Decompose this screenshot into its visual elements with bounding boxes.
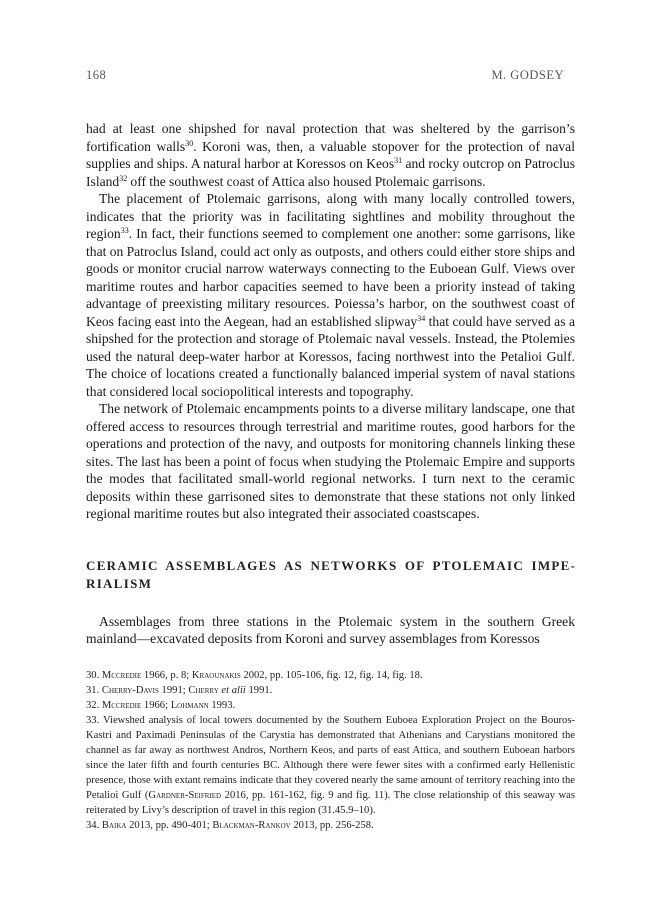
running-author: M. GODSEY bbox=[491, 68, 564, 82]
footnote-ref-33[interactable]: 33 bbox=[120, 226, 129, 235]
page-number: 168 bbox=[86, 68, 107, 82]
footnote-33: 33. Viewshed analysis of local towers documented by the Southern Euboea Exploration Project on the Bouros-Kastri and Paximadi Peninsulas of the Carystia has demonstrated that Athenians and Carystians monitored the channel as far away as northwest Andros, Northern Keos, and parts of east Attica, and southern Euboean harbors since the later fifth and fourth centuries BC. Although there were fewer sites with a confirmed early Hellenistic presence, those with extant remains indicate that they covered nearly the same amount of territory reaching into the Petalioi Gulf (Gardner-Seifried 2016, pp. 161-162, fig. 9 and fig. 11). The close relationship of this seaway was reiterated by Livy’s description of travel in this region (31.45.9–10). bbox=[86, 715, 575, 816]
footnotes bbox=[86, 668, 575, 833]
section-heading: CERAMIC ASSEMBLAGES AS NETWORKS OF PTOLEMAIC IMPERIALISM bbox=[86, 557, 575, 591]
paragraph: The placement of Ptolemaic garrisons, along with many locally controlled towers, indicates that the priority was in facilitating sightlines and mobility throughout the region$^{33}$. In fact, their functions seemed to complement one another: some garrisons, like that on Patroclus Island, could act only as outposts, and others could either store ships and goods or monitor crucial narrow waterways connecting to the Euboean Gulf. Views over maritime routes and harbor capacities seemed to have been a priority instead of taking advantage of preexisting military resources. Poiessa’s harbor, on the southwest coast of Keos facing east into the Aegean, had an established slipway$^{34}$ that could have served as a shipshed for the protection and storage of Ptolemaic naval vessels. Instead, the Ptolemies used the natural deep-water harbor at Koressos, facing northwest into the Petalioi Gulf. The choice of locations created a functionally balanced imperial system of naval stations that considered local sociopolitical interests and topography. bbox=[86, 191, 575, 399]
footnote-ref-34[interactable]: 34 bbox=[417, 313, 426, 323]
paragraph: The network of Ptolemaic encampments points to a diverse military landscape, one that offered access to resources through terrestrial and maritime routes, good harbors for the operations and protection of the navy, and outposts for monitoring channels linking these sites. The last has been a point of focus when studying the Ptolemaic Empire and supports the modes that facilitated small-world regional networks. I turn next to the ceramic deposits within these garrisoned sites to demonstrate that these stations not only linked regional maritime routes but also integrated their associated coastscapes. bbox=[86, 401, 575, 521]
running-header bbox=[86, 68, 564, 88]
footnote-31: 31. Cherry-Davis 1991; Cherry et alii 1991. bbox=[86, 685, 273, 696]
footnote-ref-31[interactable]: 31 bbox=[394, 156, 403, 165]
footnote-30: 30. Mccredie 1966, p. 8; Kraounakis 2002, pp. 105-106, fig. 12, fig. 14, fig. 18. bbox=[86, 670, 423, 681]
paragraph: had at least one shipshed for naval protection that was sheltered by the garrison’s fortification walls$^{30}$. Koroni was, then, a valuable stopover for the protection of naval supplies and ships. A natural harbor at Koressos on Keos$^{31}$ and rocky outcrop on Patroclus Island$^{32}$ off the southwest coast of Attica also housed Ptolemaic garrisons. bbox=[86, 121, 576, 189]
footnote-34: 34. Baika 2013, pp. 490-401; Blackman-Rankov 2013, pp. 256-258. bbox=[86, 820, 374, 831]
main-text bbox=[86, 120, 575, 648]
footnote-32: 32. Mccredie 1966; Lohmann 1993. bbox=[86, 700, 236, 711]
paragraph: Assemblages from three stations in the Ptolemaic system in the southern Greek mainland—excavated deposits from Koroni and survey assemblages from Koressos bbox=[86, 613, 575, 646]
footnote-ref-30[interactable]: 30 bbox=[185, 138, 194, 148]
footnote-ref-32[interactable]: 32 bbox=[119, 173, 128, 183]
